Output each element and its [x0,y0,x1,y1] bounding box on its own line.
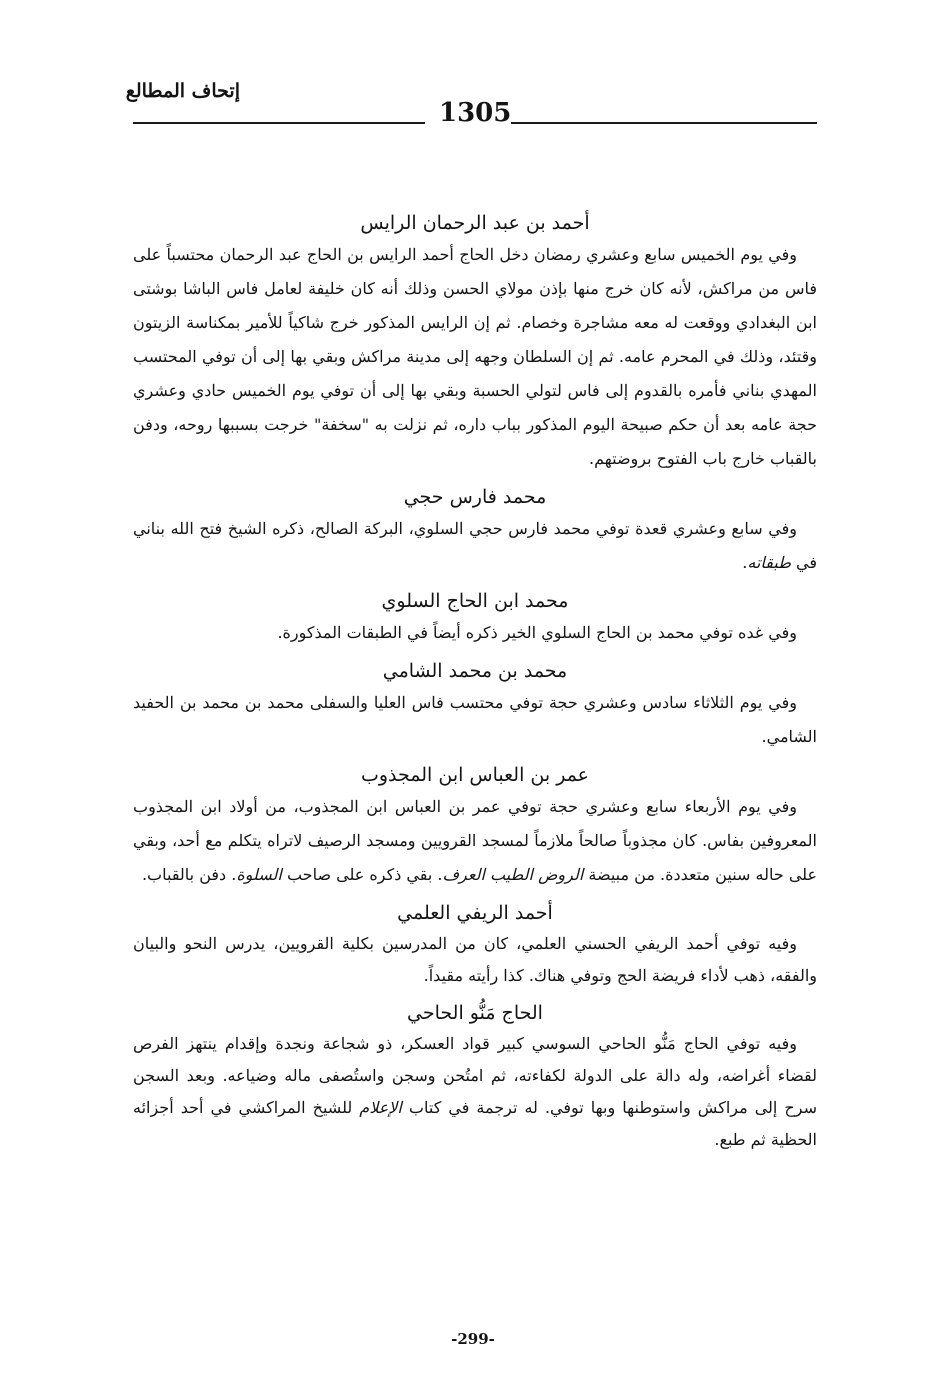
page-number: -299- [451,1330,495,1348]
entry-title: محمد بن محمد الشامي [382,660,568,682]
cited-work-title: طبقاته [747,553,791,572]
entry-text-part: للشيخ المراكشي في أحد أجزائه الحظية ثم طبع. [133,1098,817,1149]
page-body [133,208,817,1162]
entry-muhammad-ashami [133,656,817,754]
entry-muhammad-ibn-alhajj-assalawi [133,586,817,650]
cited-work-title: الروض الطيب العرف [442,865,584,884]
entry-text [133,1028,817,1156]
entry-text-part: . بقي ذكره على صاحب [281,865,443,884]
entry-text: وفي يوم الخميس سابع وعشري رمضان دخل الحاج أحمد الرايس بن الحاج عبد الرحمان محتسباً على فاس من مراكش، لأنه كان خرج منها بإذن مولاي الحسن وذلك أنه كان خليفة لعامل فاس الباشا بوشتى ابن البغدادي ووقعت له معه مشاجرة وخصام. ثم إن الرايس المذكور خرج شاكياً للأمير بمكناسة الزيتون وقتئد، وذلك في المحرم عامه. ثم إن السلطان وجهه إلى مدينة مراكش وبقي بها إلى أن توفي المحتسب المهدي بناني فأمره بالقدوم إلى فاس لتولي الحسبة وبقي بها إلى أن توفي يوم الخميس حادي وعشري حجة عامه بعد أن حكم صبيحة اليوم المذكور بباب داره، ثم نزلت به "سخفة" خرجت بسببها روحه، ودفن بالقباب خارج باب الفتوح بروضتهم. [133,245,817,468]
entry-title: محمد ابن الحاج السلوي [381,590,569,612]
entry-text-part: وفيه توفي الحاج مَنُّو الحاحي السوسي كبير قواد العسكر، ذو شجاعة ونجدة وإقدام ينتهز الفرص لقضاء أغراضه، وله دالة على الدولة لكفاءته، ثم امتُحن وسجن واستُصفى ماله وضياعه. وبعد السجن سرح إلى مراكش واستوطنها وبها توفي. له ترجمة في كتاب [133,1034,817,1117]
header-rule-right [511,122,817,124]
entry-alhajj-mannu-alhahi [133,998,817,1156]
entry-text: وفي غده توفي محمد بن الحاج السلوي الخير ذكره أيضاً في الطبقات المذكورة. [277,623,797,642]
header-rule-left [133,122,425,124]
entry-text: وفيه توفي أحمد الريفي الحسني العلمي، كان من المدرسين بكلية القرويين، يدرس النحو والبيان والفقه، ذهب لأداء فريضة الحج وتوفي هناك. كذا رأيته مقيداً. [133,934,817,985]
entry-title: محمد فارس حجي [403,486,547,508]
entry-text [133,790,817,892]
entry-title: أحمد الريفي العلمي [397,902,553,924]
running-header-book-title: إتحاف المطالع [125,80,240,102]
entry-title: عمر بن العباس ابن المجذوب [360,764,590,786]
entry-text-part: . [742,553,748,572]
header-year: 1305 [439,98,512,128]
entry-muhammad-faris-hajji [133,482,817,580]
entry-text-part: وفي سابع وعشري قعدة توفي محمد فارس حجي السلوي، البركة الصالح، ذكره الشيخ فتح الله بناني في [133,519,817,572]
entry-ahmad-arrayis [133,208,817,476]
entry-ahmad-arrifi-alalami [133,898,817,992]
entry-text-part: . دفن بالقباب. [141,865,237,884]
entry-title: الحاج مَنُّو الحاحي [407,1002,543,1024]
entry-text [133,512,817,580]
entry-umar-ibn-almajdhub [133,760,817,892]
cited-work-title: السلوة [236,865,282,884]
entry-title: أحمد بن عبد الرحمان الرايس [360,212,590,234]
cited-work-title: الإعلام [359,1098,402,1117]
entry-text: وفي يوم الثلاثاء سادس وعشري حجة توفي محتسب فاس العليا والسفلى محمد بن محمد بن الحفيد الشامي. [133,693,817,746]
entry-text-part: وفي يوم الأربعاء سابع وعشري حجة توفي عمر بن العباس ابن المجذوب، من أولاد ابن المجذوب المعروفين بفاس. كان مجذوباً صالحاً ملازماً لمسجد القرويين ومسجد الرصيف لاتراه يتكلم مع أحد، وبقي على حاله سنين متعددة. من مبيضة [133,797,817,884]
